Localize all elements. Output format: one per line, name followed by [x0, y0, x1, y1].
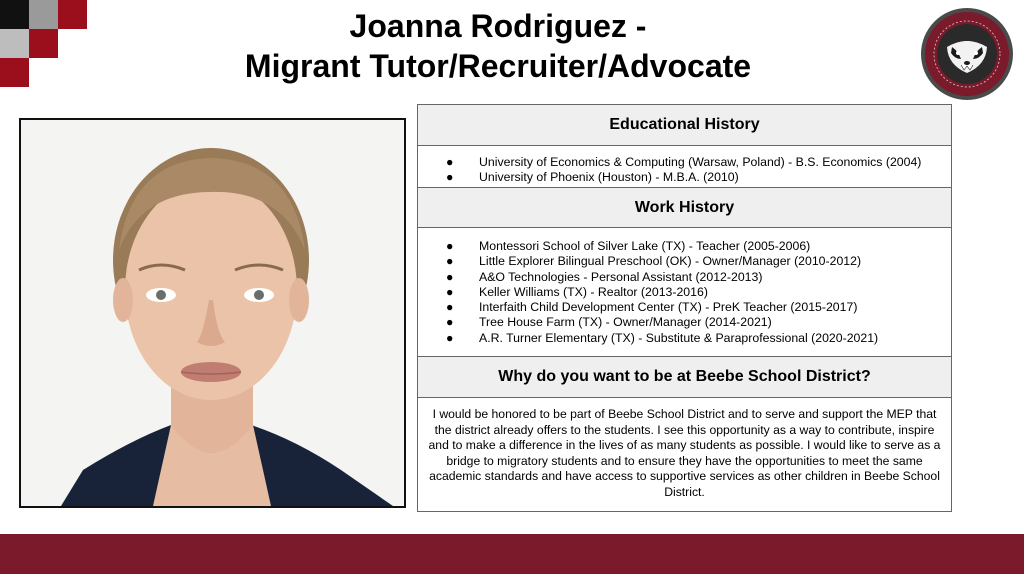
- bullet-glyph: ●: [446, 155, 454, 169]
- why-heading: Why do you want to be at Beebe School District?: [418, 357, 951, 398]
- why-paragraph: I would be honored to be part of Beebe School District and to serve and support the MEP that the district already offers to the students. I see this opportunity as a way to contribute, inspire and to make a difference in the lives of as many students as possible. I would like to serve as a bridge to migratory students and to ensure they have the opportunities to meet the same academic standards and have access to supportive services as other children in Beebe School District.: [428, 407, 941, 499]
- work-heading: Work History: [418, 188, 951, 228]
- list-item: ● A&O Technologies - Personal Assistant (2012-2013): [446, 269, 763, 284]
- title-line-1: Joanna Rodriguez -: [349, 8, 647, 44]
- portrait-photo: [19, 118, 406, 508]
- title-line-2: Migrant Tutor/Recruiter/Advocate: [244, 48, 752, 84]
- list-item: ● Keller Williams (TX) - Realtor (2013-2016): [446, 284, 708, 299]
- work-list: [418, 228, 951, 357]
- education-heading: Educational History: [418, 105, 951, 146]
- list-item: ● A.R. Turner Elementary (TX) - Substitute & Paraprofessional (2020-2021): [446, 330, 879, 345]
- info-table: [417, 104, 952, 512]
- badger-logo-icon: [920, 7, 1014, 101]
- slide-title: [150, 6, 846, 86]
- list-item: ● Interfaith Child Development Center (TX) - PreK Teacher (2015-2017): [446, 300, 858, 315]
- list-item: ● University of Economics & Computing (Warsaw, Poland) - B.S. Economics (2004): [446, 155, 922, 169]
- bullet-glyph: ●: [446, 170, 454, 185]
- list-item: ● Tree House Farm (TX) - Owner/Manager (2014-2021): [446, 315, 772, 330]
- corner-pixel-decoration: [0, 0, 92, 92]
- footer-bar: [0, 534, 1024, 574]
- list-item: ● Montessori School of Silver Lake (TX) - Teacher (2005-2006): [446, 239, 811, 253]
- list-item: ● University of Phoenix (Houston) - M.B.A. (2010): [446, 170, 739, 185]
- list-item: ● Little Explorer Bilingual Preschool (OK) - Owner/Manager (2010-2012): [446, 254, 862, 269]
- education-list: [418, 146, 951, 188]
